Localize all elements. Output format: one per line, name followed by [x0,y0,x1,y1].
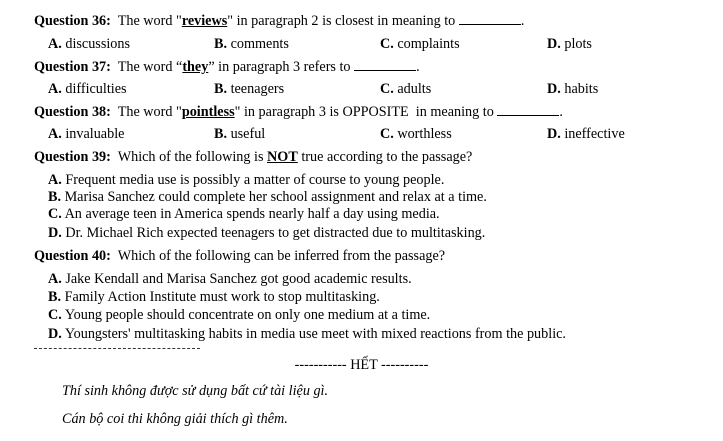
option-letter: A. [48,271,62,287]
target-word: they [182,59,209,75]
option-text: An average teen in America spends nearly half a day using media. [64,206,440,222]
option-b[interactable] [214,35,289,53]
option-letter: D. [48,225,62,241]
target-word: NOT [267,149,298,165]
option-letter: C. [380,126,394,142]
option-text: Dr. Michael Rich expected teenagers to get distracted due to multitasking. [65,225,486,241]
option-letter: B. [48,289,62,305]
option-d[interactable] [48,224,485,242]
option-text: useful [230,126,266,142]
option-text: difficulties [65,81,127,97]
option-d[interactable] [547,80,598,98]
end-mark: ----------- HẾT ---------- [294,357,429,373]
option-text: invaluable [65,126,125,142]
option-b[interactable] [214,80,284,98]
option-letter: B. [48,189,62,205]
option-a[interactable] [48,171,444,189]
option-b[interactable] [214,125,265,143]
option-a[interactable] [48,80,127,98]
stem-end: . [559,104,563,120]
option-letter: B. [214,126,228,142]
stem-text: The word " [117,13,182,29]
option-text: Young people should concentrate on only one medium at a time. [64,307,431,323]
option-c[interactable] [380,125,452,143]
question-40-stem [34,247,445,265]
stem-end: . [520,13,525,29]
option-d[interactable] [547,125,625,143]
option-text: plots [564,36,592,52]
stem-text: The word " [117,104,182,120]
question-39-stem [34,148,472,166]
answer-blank [354,58,416,71]
option-letter: C. [380,36,394,52]
option-letter: D. [547,81,561,97]
stem-text: The word “ [117,59,183,75]
question-38-stem [34,103,563,121]
answer-blank [459,12,521,25]
option-c[interactable] [48,306,430,324]
target-word: pointless [181,104,235,120]
stem-end: . [416,59,420,75]
option-letter: C. [48,307,62,323]
option-letter: A. [48,36,62,52]
question-37-stem [34,58,420,76]
target-word: reviews [181,13,228,29]
option-letter: A. [48,126,62,142]
option-text: comments [230,36,289,52]
option-b[interactable] [48,188,487,206]
option-text: adults [397,81,432,97]
stem-text: Which of the following can be inferred from the passage? [117,248,446,264]
option-letter: B. [214,81,228,97]
answer-blank [497,103,559,116]
option-text: Frequent media use is possibly a matter of course to young people. [65,172,445,188]
option-letter: A. [48,172,62,188]
option-letter: C. [48,206,62,222]
option-letter: C. [380,81,394,97]
exam-note-2: Cán bộ coi thi không giải thích gì thêm. [62,411,288,427]
question-label: Question 37: [34,59,111,75]
option-text: complaints [397,36,460,52]
question-label: Question 38: [34,104,111,120]
option-a[interactable] [48,35,130,53]
option-c[interactable] [380,80,431,98]
option-text: Marisa Sanchez could complete her school assignment and relax at a time. [64,189,487,205]
question-label: Question 36: [34,13,111,29]
option-a[interactable] [48,270,412,288]
option-letter: D. [547,126,561,142]
option-text: Youngsters' multitasking habits in media use meet with mixed reactions from the public. [64,326,566,342]
dashed-divider [34,348,200,349]
question-label: Question 40: [34,248,111,264]
stem-text: true according to the passage? [301,149,473,165]
option-text: habits [564,81,599,97]
option-c[interactable] [48,205,440,223]
question-36-stem [34,12,524,30]
option-b[interactable] [48,288,380,306]
option-c[interactable] [380,35,460,53]
option-letter: B. [214,36,228,52]
stem-text: " in paragraph 3 is OPPOSITE in meaning to [234,104,494,120]
option-d[interactable] [48,325,566,343]
option-text: discussions [65,36,130,52]
option-letter: D. [547,36,561,52]
option-letter: D. [48,326,62,342]
option-text: ineffective [564,126,625,142]
option-d[interactable] [547,35,592,53]
option-a[interactable] [48,125,124,143]
option-letter: A. [48,81,62,97]
stem-text: ” in paragraph 3 refers to [208,59,351,75]
stem-text: " in paragraph 2 is closest in meaning to [227,13,456,29]
option-text: teenagers [230,81,285,97]
option-text: Family Action Institute must work to stop multitasking. [64,289,380,305]
option-text: Jake Kendall and Marisa Sanchez got good academic results. [65,271,412,287]
option-text: worthless [397,126,452,142]
exam-note-1: Thí sinh không được sử dụng bất cứ tài liệu gì. [62,383,329,399]
stem-text: Which of the following is [117,149,264,165]
question-label: Question 39: [34,149,111,165]
